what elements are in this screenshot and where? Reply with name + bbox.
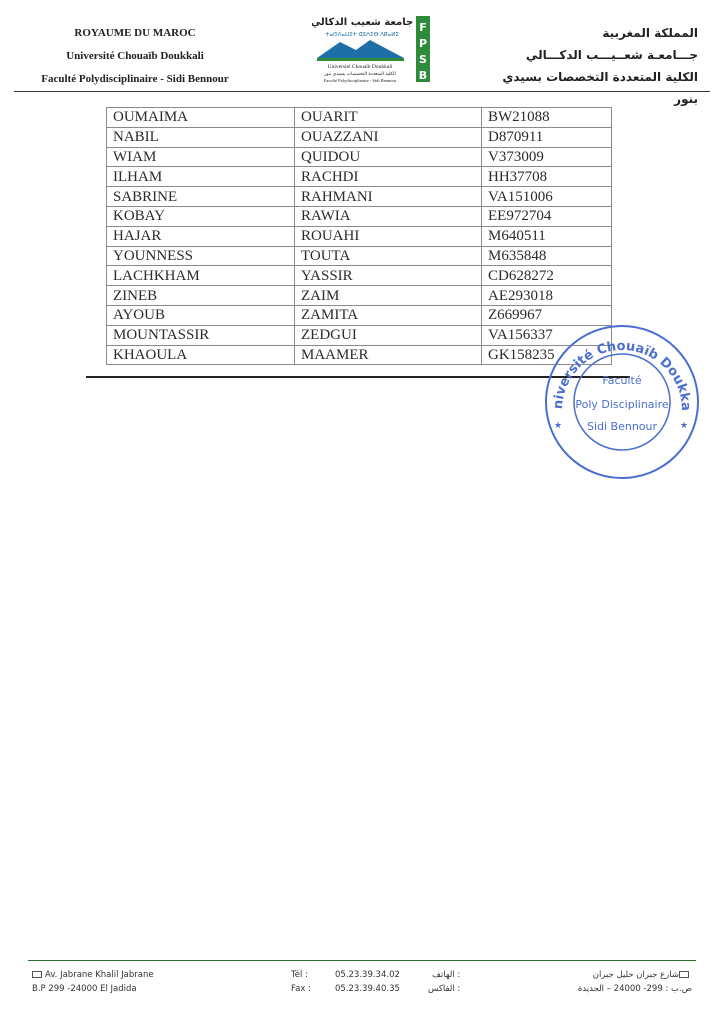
fax-label-ar: : الفاكس xyxy=(428,984,461,994)
fax-label: Fax : xyxy=(291,984,311,994)
id-number-cell: M640511 xyxy=(482,226,612,246)
first-name-cell: ILHAM xyxy=(107,167,295,187)
footer-contact-labels xyxy=(291,968,311,996)
logo-letter-s: S xyxy=(419,53,427,66)
table-row xyxy=(107,286,612,306)
last-name-cell: MAAMER xyxy=(295,345,482,365)
stamp-line-3: Sidi Bennour xyxy=(586,420,658,433)
svg-text:★: ★ xyxy=(554,421,563,431)
student-table xyxy=(106,107,612,365)
logo-mountain-shape xyxy=(317,40,404,58)
last-name-cell: YASSIR xyxy=(295,266,482,286)
university-logo xyxy=(312,14,432,86)
address-ar-line-2: ص.ب : 299- 24000 – الجديدة xyxy=(577,984,692,994)
id-number-cell: CD628272 xyxy=(482,266,612,286)
footer-address-fr xyxy=(32,968,154,996)
id-number-cell: M635848 xyxy=(482,246,612,266)
last-name-cell: ROUAHI xyxy=(295,226,482,246)
logo-arabic-title: جامعة شعيب الدكالي xyxy=(312,17,414,28)
last-name-cell: ZAMITA xyxy=(295,305,482,325)
tel-number: 05.23.39.34.02 xyxy=(335,970,400,980)
last-name-cell: OUARIT xyxy=(295,108,482,128)
table-row xyxy=(107,325,612,345)
stamp-line-2: Poly Disciplinaire xyxy=(575,398,669,411)
table-row xyxy=(107,127,612,147)
id-number-cell: VA156337 xyxy=(482,325,612,345)
logo-letter-p: P xyxy=(418,37,428,50)
footer-contact-labels-ar xyxy=(428,968,460,996)
id-number-cell: AE293018 xyxy=(482,286,612,306)
table-row xyxy=(107,147,612,167)
table-row xyxy=(107,266,612,286)
last-name-cell: QUIDOU xyxy=(295,147,482,167)
stamp-line-1: Faculté xyxy=(602,374,642,387)
university-fr: Université Chouaïb Doukkali xyxy=(66,50,204,62)
kingdom-fr: ROYAUME DU MAROC xyxy=(74,27,196,39)
id-number-cell: BW21088 xyxy=(482,108,612,128)
svg-text:★: ★ xyxy=(680,421,689,431)
header-left-french xyxy=(20,22,250,91)
university-ar: جـــامعـة شعــيـــب الدكـــالي xyxy=(525,48,698,62)
id-number-cell: Z669967 xyxy=(482,305,612,325)
header-right-arabic xyxy=(478,22,698,110)
last-name-cell: TOUTA xyxy=(295,246,482,266)
first-name-cell: LACHKHAM xyxy=(107,266,295,286)
last-name-cell: RAWIA xyxy=(295,206,482,226)
address-ar-line-1: شارع جبران خليل جبران xyxy=(592,970,679,980)
first-name-cell: ZINEB xyxy=(107,286,295,306)
footer-address-ar xyxy=(578,968,692,996)
table-row xyxy=(107,206,612,226)
first-name-cell: YOUNNESS xyxy=(107,246,295,266)
last-name-cell: RAHMANI xyxy=(295,187,482,207)
table-row xyxy=(107,187,612,207)
faculty-fr: Faculté Polydisciplinaire - Sidi Bennour xyxy=(41,73,229,85)
last-name-cell: OUAZZANI xyxy=(295,127,482,147)
footer-contact-values xyxy=(335,968,400,996)
id-number-cell: EE972704 xyxy=(482,206,612,226)
table-row xyxy=(107,345,612,365)
last-name-cell: ZEDGUI xyxy=(295,325,482,345)
logo-fac: Faculté Polydisciplinaire - Sidi Bennour xyxy=(323,78,397,83)
table-row xyxy=(107,305,612,325)
logo-univ: Université Chouaïb Doukkali xyxy=(327,64,393,70)
footer-divider xyxy=(28,960,696,961)
envelope-icon xyxy=(32,971,42,978)
first-name-cell: KHAOULA xyxy=(107,345,295,365)
last-name-cell: ZAIM xyxy=(295,286,482,306)
address-line-1: Av. Jabrane Khalil Jabrane xyxy=(45,970,154,980)
first-name-cell: KOBAY xyxy=(107,206,295,226)
first-name-cell: NABIL xyxy=(107,127,295,147)
id-number-cell: GK158235 xyxy=(482,345,612,365)
kingdom-ar: المملكة المغربية xyxy=(602,26,698,40)
table-row xyxy=(107,108,612,128)
first-name-cell: WIAM xyxy=(107,147,295,167)
fax-number: 05.23.39.40.35 xyxy=(335,984,400,994)
header-divider xyxy=(14,91,710,92)
first-name-cell: OUMAIMA xyxy=(107,108,295,128)
id-number-cell: VA151006 xyxy=(482,187,612,207)
stamp-ring-text: niversité Chouaïb Doukka xyxy=(550,338,694,412)
faculty-stamp xyxy=(540,318,702,480)
logo-tifinagh: ⵜⴰⵙⴷⴰⵡⵉⵜ ⵛⵓⵄⵉⴱ ⴷⴽⴰⵍⵉ xyxy=(325,32,399,38)
first-name-cell: HAJAR xyxy=(107,226,295,246)
logo-letter-f: F xyxy=(419,21,427,34)
faculty-ar: الكلية المتعددة التخصصات بسيدي بنور xyxy=(502,70,698,106)
first-name-cell: SABRINE xyxy=(107,187,295,207)
first-name-cell: MOUNTASSIR xyxy=(107,325,295,345)
table-row xyxy=(107,226,612,246)
logo-arabic-fac: الكلية المتعددة التخصصات بسيدي بنور xyxy=(324,72,396,77)
tel-label-ar: : الهاتف xyxy=(432,970,461,980)
address-line-2: B.P 299 -24000 El Jadida xyxy=(32,984,137,994)
id-number-cell: HH37708 xyxy=(482,167,612,187)
last-name-cell: RACHDI xyxy=(295,167,482,187)
envelope-icon xyxy=(679,971,689,978)
id-number-cell: D870911 xyxy=(482,127,612,147)
tel-label: Tél : xyxy=(291,970,308,980)
table-row xyxy=(107,167,612,187)
first-name-cell: AYOUB xyxy=(107,305,295,325)
logo-letter-b: B xyxy=(418,69,428,82)
table-row xyxy=(107,246,612,266)
id-number-cell: V373009 xyxy=(482,147,612,167)
